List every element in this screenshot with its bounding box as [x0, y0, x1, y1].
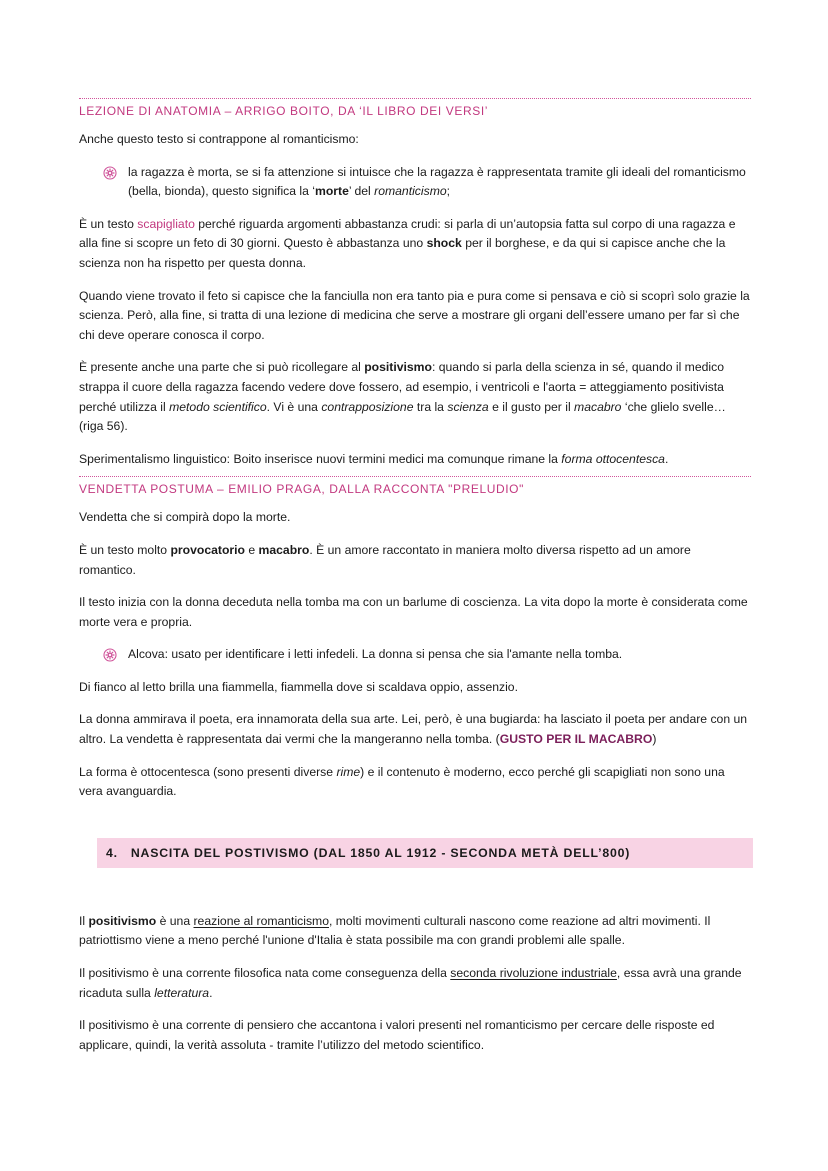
- paragraph: Sperimentalismo linguistico: Boito inserisce nuovi termini medici ma comunque rimane la forma ottocentesca.: [79, 451, 669, 466]
- paragraph: È un testo scapigliato perché riguarda argomenti abbastanza crudi: si parla di un’autopsia fatta sul corpo di una ragazza e alla fine si scopre un feto di 30 giorni. Questo è abbastanza uno shock per il borghese, e da qui si capisce anche che la scienza non ha rispetto per questa donna.: [79, 216, 736, 270]
- paragraph: La donna ammirava il poeta, era innamorata della sua arte. Lei, però, è una bugiarda: ha lasciato il poeta per andare con un altro. La vendetta è rappresentata dai vermi che la mangeranno nella tomba. (GUSTO PER IL MACABRO): [79, 712, 748, 747]
- paragraph: È un testo molto provocatorio e macabro. È un amore raccontato in maniera molto diversa rispetto ad un amore romantico.: [79, 542, 691, 577]
- page-content: [79, 98, 751, 1068]
- section-title: NASCITA DEL POSTIVISMO (DAL 1850 AL 1912 - SECONDA METÀ DELL’800): [130, 845, 631, 860]
- section-number: 4.: [106, 845, 118, 860]
- bullet-item: Alcova: usato per identificare i letti infedeli. La donna si pensa che sia l'amante nella tomba.: [79, 645, 751, 665]
- flower-bullet-icon: [103, 166, 117, 180]
- paragraph: Di fianco al letto brilla una fiammella, fiammella dove si scaldava oppio, assenzio.: [79, 679, 518, 694]
- paragraph: Il positivismo è una corrente filosofica nata come conseguenza della seconda rivoluzione industriale, essa avrà una grande ricaduta sulla letteratura.: [79, 966, 742, 1000]
- bullet-item: la ragazza è morta, se si fa attenzione si intuisce che la ragazza è rappresentata tramite gli ideali del romanticismo (bella, bionda), questo significa la ‘morte’ del romanticismo;: [79, 163, 751, 202]
- paragraph: Anche questo testo si contrappone al romanticismo:: [79, 132, 359, 146]
- section-heading-lezione-di-anatomia: LEZIONE DI ANATOMIA – ARRIGO BOITO, DA ‘IL LIBRO DEI VERSI’: [79, 98, 751, 119]
- flower-bullet-icon: [103, 648, 117, 662]
- numbered-section-heading: [97, 838, 753, 868]
- section-heading-vendetta-postuma: VENDETTA POSTUMA – EMILIO PRAGA, DALLA RACCONTA "PRELUDIO": [79, 476, 751, 497]
- paragraph: Quando viene trovato il feto si capisce che la fanciulla non era tanto pia e pura come si pensava e ciò si scoprì solo grazie la scienza. Però, alla fine, si tratta di una lezione di medicina che serve a mostrare gli organi dell’essere umano per far sì che chi deve operare conosca il corpo.: [79, 288, 750, 342]
- paragraph: È presente anche una parte che si può ricollegare al positivismo: quando si parla della scienza in sé, quando il medico strappa il cuore della ragazza facendo vedere dove fossero, ad esempio, i ventricoli e l'aorta = atteggiamento positivista perché utilizza il metodo scientifico. Vi è una contrapposizione tra la scienza e il gusto per il macabro ‘che glielo svelle… (riga 56).: [79, 360, 726, 434]
- paragraph: Vendetta che si compirà dopo la morte.: [79, 510, 291, 525]
- paragraph: Il positivismo è una reazione al romanticismo, molti movimenti culturali nascono come reazione ad altri movimenti. Il patriottismo viene a meno perché l'unione d'Italia è stata possibile ma con grandi problemi alle spalle.: [79, 913, 711, 948]
- paragraph: Il positivismo è una corrente di pensiero che accantona i valori presenti nel romanticismo per cercare delle risposte ed applicare, quindi, la verità assoluta - tramite l’utilizzo del metodo scientifico.: [79, 1018, 715, 1052]
- paragraph: Il testo inizia con la donna deceduta nella tomba ma con un barlume di coscienza. La vita dopo la morte è considerata come morte vera e propria.: [79, 595, 748, 629]
- paragraph: La forma è ottocentesca (sono presenti diverse rime) e il contenuto è moderno, ecco perché gli scapigliati non sono una vera avanguardia.: [79, 764, 725, 799]
